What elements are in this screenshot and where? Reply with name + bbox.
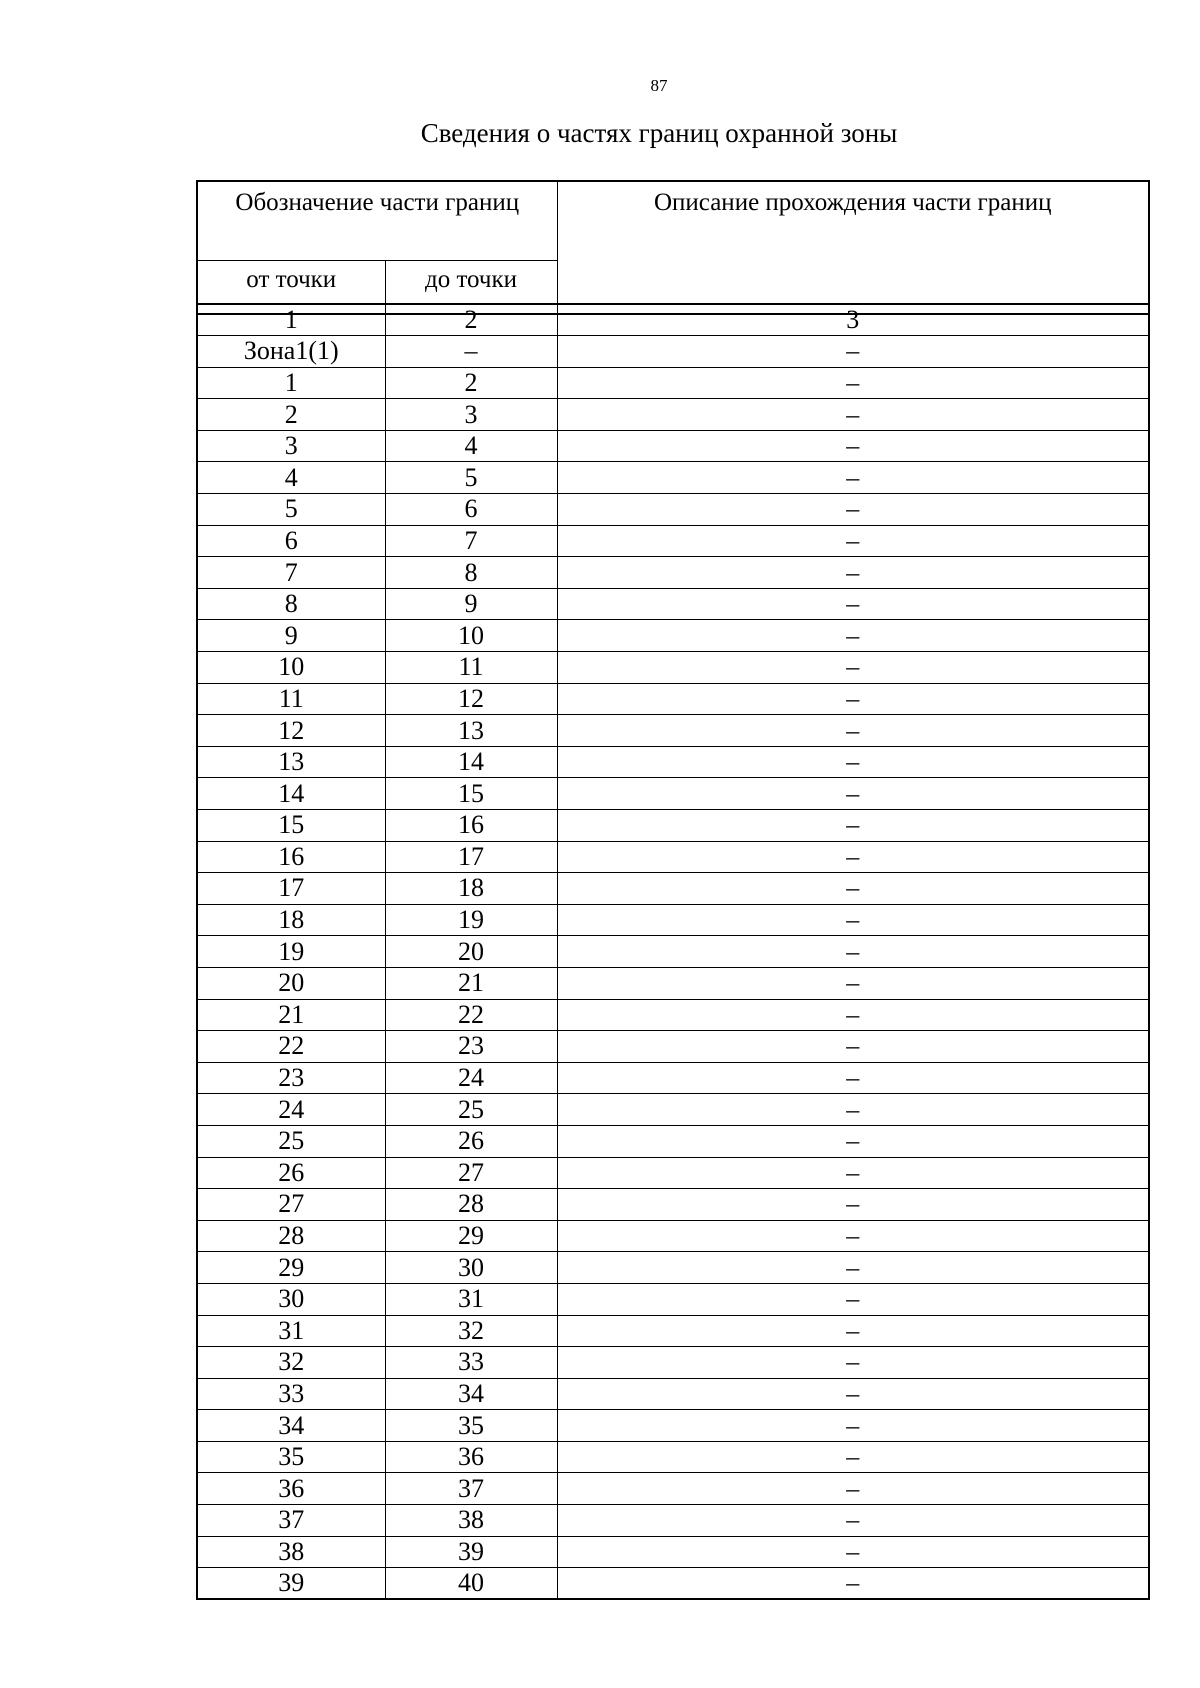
cell-to-point: 34: [385, 1378, 557, 1410]
column-number: 3: [557, 304, 1149, 336]
table-row: [197, 715, 1149, 747]
cell-from-point: Зона1(1): [197, 336, 385, 368]
cell-description: –: [557, 936, 1149, 968]
table-row: [197, 1568, 1149, 1600]
table-row: [197, 1220, 1149, 1252]
table-row: [197, 1410, 1149, 1442]
table-row: [197, 1347, 1149, 1379]
cell-description: –: [557, 588, 1149, 620]
cell-to-point: 26: [385, 1125, 557, 1157]
cell-description: –: [557, 367, 1149, 399]
table-row: [197, 873, 1149, 905]
cell-description: –: [557, 841, 1149, 873]
cell-from-point: 25: [197, 1125, 385, 1157]
cell-to-point: 19: [385, 904, 557, 936]
cell-to-point: 9: [385, 588, 557, 620]
table-row: [197, 494, 1149, 526]
cell-description: –: [557, 525, 1149, 557]
cell-description: –: [557, 1441, 1149, 1473]
cell-description: –: [557, 778, 1149, 810]
cell-to-point: –: [385, 336, 557, 368]
cell-description: –: [557, 399, 1149, 431]
cell-to-point: 14: [385, 746, 557, 778]
cell-from-point: 3: [197, 430, 385, 462]
table-header: [196, 180, 1148, 315]
cell-to-point: 4: [385, 430, 557, 462]
cell-to-point: 6: [385, 494, 557, 526]
cell-description: –: [557, 1094, 1149, 1126]
table-row: [197, 999, 1149, 1031]
table-row: [197, 557, 1149, 589]
cell-description: –: [557, 494, 1149, 526]
cell-from-point: 14: [197, 778, 385, 810]
cell-description: –: [557, 683, 1149, 715]
cell-to-point: 35: [385, 1410, 557, 1442]
table-row: [197, 1441, 1149, 1473]
cell-description: –: [557, 1473, 1149, 1505]
table-row: [197, 1094, 1149, 1126]
cell-from-point: 29: [197, 1252, 385, 1284]
cell-from-point: 6: [197, 525, 385, 557]
cell-description: –: [557, 1315, 1149, 1347]
cell-description: –: [557, 1505, 1149, 1537]
cell-description: –: [557, 810, 1149, 842]
table-row: [197, 1062, 1149, 1094]
cell-from-point: 32: [197, 1347, 385, 1379]
cell-to-point: 20: [385, 936, 557, 968]
table-row: [197, 1125, 1149, 1157]
cell-to-point: 36: [385, 1441, 557, 1473]
cell-from-point: 13: [197, 746, 385, 778]
boundary-table: [196, 303, 1148, 1600]
table-body: [197, 304, 1149, 1599]
table-row: [197, 841, 1149, 873]
cell-from-point: 35: [197, 1441, 385, 1473]
cell-from-point: 11: [197, 683, 385, 715]
cell-to-point: 3: [385, 399, 557, 431]
cell-to-point: 30: [385, 1252, 557, 1284]
table-row: [197, 1473, 1149, 1505]
cell-description: –: [557, 462, 1149, 494]
cell-description: –: [557, 336, 1149, 368]
cell-from-point: 19: [197, 936, 385, 968]
cell-to-point: 5: [385, 462, 557, 494]
cell-to-point: 27: [385, 1157, 557, 1189]
header-designation: Обозначение части границ: [197, 181, 557, 261]
table-row: [197, 1252, 1149, 1284]
cell-from-point: 28: [197, 1220, 385, 1252]
table-row: [197, 778, 1149, 810]
table-row: [197, 810, 1149, 842]
table-row: [197, 936, 1149, 968]
cell-description: –: [557, 652, 1149, 684]
table-row: [197, 1283, 1149, 1315]
table-row: [197, 967, 1149, 999]
cell-to-point: 13: [385, 715, 557, 747]
cell-description: –: [557, 1062, 1149, 1094]
cell-description: –: [557, 904, 1149, 936]
cell-description: –: [557, 1252, 1149, 1284]
column-number: 1: [197, 304, 385, 336]
table-row: [197, 904, 1149, 936]
cell-to-point: 15: [385, 778, 557, 810]
cell-description: –: [557, 1189, 1149, 1221]
cell-from-point: 21: [197, 999, 385, 1031]
cell-from-point: 2: [197, 399, 385, 431]
table-row: [197, 1505, 1149, 1537]
cell-from-point: 12: [197, 715, 385, 747]
cell-to-point: 22: [385, 999, 557, 1031]
table-row: [197, 525, 1149, 557]
cell-from-point: 34: [197, 1410, 385, 1442]
table-row: [197, 588, 1149, 620]
header-description: Описание прохождения части границ: [557, 181, 1149, 314]
cell-to-point: 29: [385, 1220, 557, 1252]
table-row: [197, 1157, 1149, 1189]
cell-to-point: 23: [385, 1031, 557, 1063]
table-row: [197, 620, 1149, 652]
cell-from-point: 18: [197, 904, 385, 936]
cell-description: –: [557, 1378, 1149, 1410]
cell-description: –: [557, 1536, 1149, 1568]
cell-to-point: 38: [385, 1505, 557, 1537]
page-number: 87: [650, 76, 668, 95]
column-number: 2: [385, 304, 557, 336]
cell-description: –: [557, 1125, 1149, 1157]
table-row: [197, 1536, 1149, 1568]
cell-from-point: 16: [197, 841, 385, 873]
column-numbers-row: [197, 304, 1149, 336]
cell-description: –: [557, 557, 1149, 589]
table-row: [197, 1378, 1149, 1410]
cell-description: –: [557, 1283, 1149, 1315]
cell-from-point: 36: [197, 1473, 385, 1505]
cell-description: –: [557, 873, 1149, 905]
header-to-point: до точки: [385, 261, 557, 315]
cell-description: –: [557, 1568, 1149, 1600]
cell-to-point: 11: [385, 652, 557, 684]
cell-from-point: 23: [197, 1062, 385, 1094]
cell-from-point: 27: [197, 1189, 385, 1221]
cell-from-point: 9: [197, 620, 385, 652]
cell-from-point: 7: [197, 557, 385, 589]
cell-from-point: 20: [197, 967, 385, 999]
table-row: [197, 462, 1149, 494]
cell-from-point: 4: [197, 462, 385, 494]
cell-to-point: 8: [385, 557, 557, 589]
cell-to-point: 16: [385, 810, 557, 842]
cell-from-point: 38: [197, 1536, 385, 1568]
cell-from-point: 22: [197, 1031, 385, 1063]
cell-from-point: 33: [197, 1378, 385, 1410]
table-row: [197, 336, 1149, 368]
cell-from-point: 10: [197, 652, 385, 684]
cell-to-point: 32: [385, 1315, 557, 1347]
cell-from-point: 8: [197, 588, 385, 620]
header-from-point: от точки: [197, 261, 385, 315]
cell-to-point: 18: [385, 873, 557, 905]
cell-description: –: [557, 1157, 1149, 1189]
table-row: [197, 430, 1149, 462]
cell-to-point: 31: [385, 1283, 557, 1315]
cell-description: –: [557, 1220, 1149, 1252]
cell-from-point: 31: [197, 1315, 385, 1347]
table-row: [197, 683, 1149, 715]
cell-to-point: 21: [385, 967, 557, 999]
table-row: [197, 1315, 1149, 1347]
cell-to-point: 28: [385, 1189, 557, 1221]
cell-description: –: [557, 1410, 1149, 1442]
cell-from-point: 1: [197, 367, 385, 399]
cell-description: –: [557, 620, 1149, 652]
cell-to-point: 37: [385, 1473, 557, 1505]
cell-description: –: [557, 967, 1149, 999]
table-row: [197, 746, 1149, 778]
cell-description: –: [557, 1031, 1149, 1063]
cell-from-point: 24: [197, 1094, 385, 1126]
table-row: [197, 1189, 1149, 1221]
cell-to-point: 12: [385, 683, 557, 715]
table-row: [197, 652, 1149, 684]
cell-to-point: 7: [385, 525, 557, 557]
table-row: [197, 367, 1149, 399]
cell-to-point: 10: [385, 620, 557, 652]
cell-from-point: 30: [197, 1283, 385, 1315]
cell-description: –: [557, 999, 1149, 1031]
table-row: [197, 1031, 1149, 1063]
cell-from-point: 17: [197, 873, 385, 905]
cell-to-point: 2: [385, 367, 557, 399]
cell-from-point: 15: [197, 810, 385, 842]
cell-from-point: 37: [197, 1505, 385, 1537]
cell-to-point: 25: [385, 1094, 557, 1126]
cell-to-point: 24: [385, 1062, 557, 1094]
page-title: Сведения о частях границ охранной зоны: [420, 118, 898, 148]
cell-from-point: 5: [197, 494, 385, 526]
cell-from-point: 26: [197, 1157, 385, 1189]
cell-description: –: [557, 746, 1149, 778]
cell-to-point: 33: [385, 1347, 557, 1379]
cell-description: –: [557, 1347, 1149, 1379]
cell-description: –: [557, 430, 1149, 462]
cell-from-point: 39: [197, 1568, 385, 1600]
cell-description: –: [557, 715, 1149, 747]
cell-to-point: 39: [385, 1536, 557, 1568]
table-row: [197, 399, 1149, 431]
cell-to-point: 17: [385, 841, 557, 873]
cell-to-point: 40: [385, 1568, 557, 1600]
